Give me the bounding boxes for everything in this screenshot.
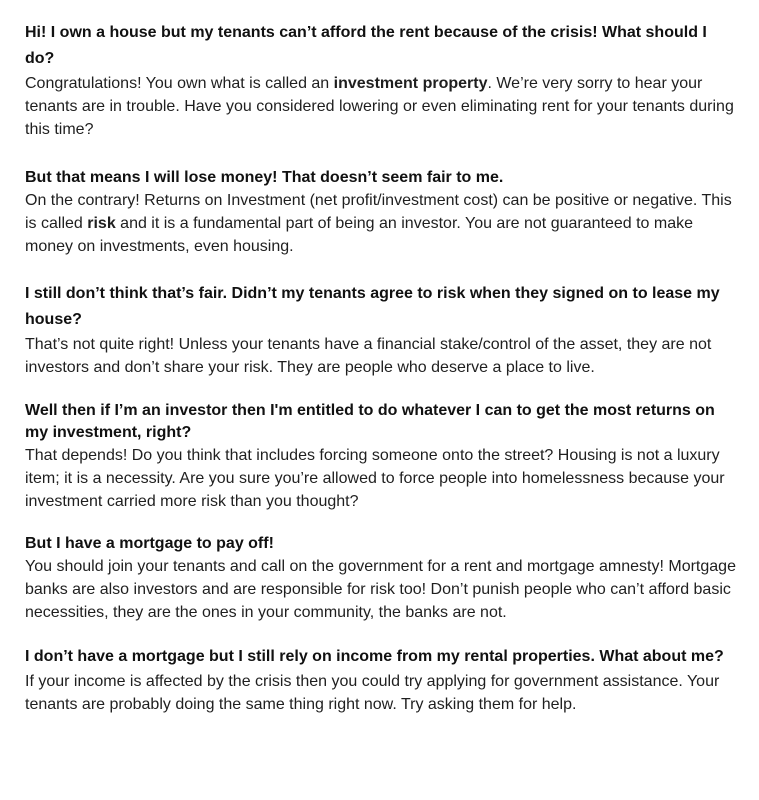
answer-emphasis: investment property [333,75,488,92]
faq-answer [25,72,739,141]
faq-answer [25,189,739,258]
faq-question: But that means I will lose money! That doesn’t seem fair to me. [25,169,504,186]
faq-question: I still don’t think that’s fair. Didn’t my tenants agree to risk when they signed on to lease my house? [25,285,720,328]
faq-answer: That depends! Do you think that includes forcing someone onto the street? Housing is not a luxury item; it is a necessity. Are you sure you’re allowed to force people into homelessness because your investment carried more risk than you thought? [25,447,725,510]
faq-item [25,400,739,513]
answer-text: . We’re very sorry to hear your tenants are in trouble. Have you considered lowering or even eliminating rent for your tenants during this time? [25,75,734,138]
faq-question: I don’t have a mortgage but I still rely on income from my rental properties. What about me? [25,648,724,665]
faq-item [25,281,739,379]
faq-question: Hi! I own a house but my tenants can’t afford the rent because of the crisis! What should I do? [25,24,707,67]
answer-text: On the contrary! Returns on Investment (net profit/investment cost) can be positive or negative. This is called [25,192,732,232]
answer-emphasis: risk [87,215,116,232]
faq-answer: You should join your tenants and call on the government for a rent and mortgage amnesty! Mortgage banks are also investors and are responsible for risk too! Don’t punish people who can’t afford basic necessities, they are the ones in your community, the banks are not. [25,558,736,621]
faq-answer: If your income is affected by the crisis then you could try applying for government assistance. Your tenants are probably doing the same thing right now. Try asking them for help. [25,673,720,713]
faq-item [25,644,739,716]
faq-question: Well then if I’m an investor then I'm entitled to do whatever I can to get the most returns on my investment, right? [25,402,715,441]
faq-answer: That’s not quite right! Unless your tenants have a financial stake/control of the asset, they are not investors and don’t share your risk. They are people who deserve a place to live. [25,336,712,376]
answer-text: and it is a fundamental part of being an investor. You are not guaranteed to make money on investments, even housing. [25,215,694,255]
faq-item [25,20,739,141]
faq-question: But I have a mortgage to pay off! [25,535,274,552]
answer-text: Congratulations! You own what is called an [25,75,334,92]
faq-item [25,167,739,258]
faq-item [25,533,739,624]
